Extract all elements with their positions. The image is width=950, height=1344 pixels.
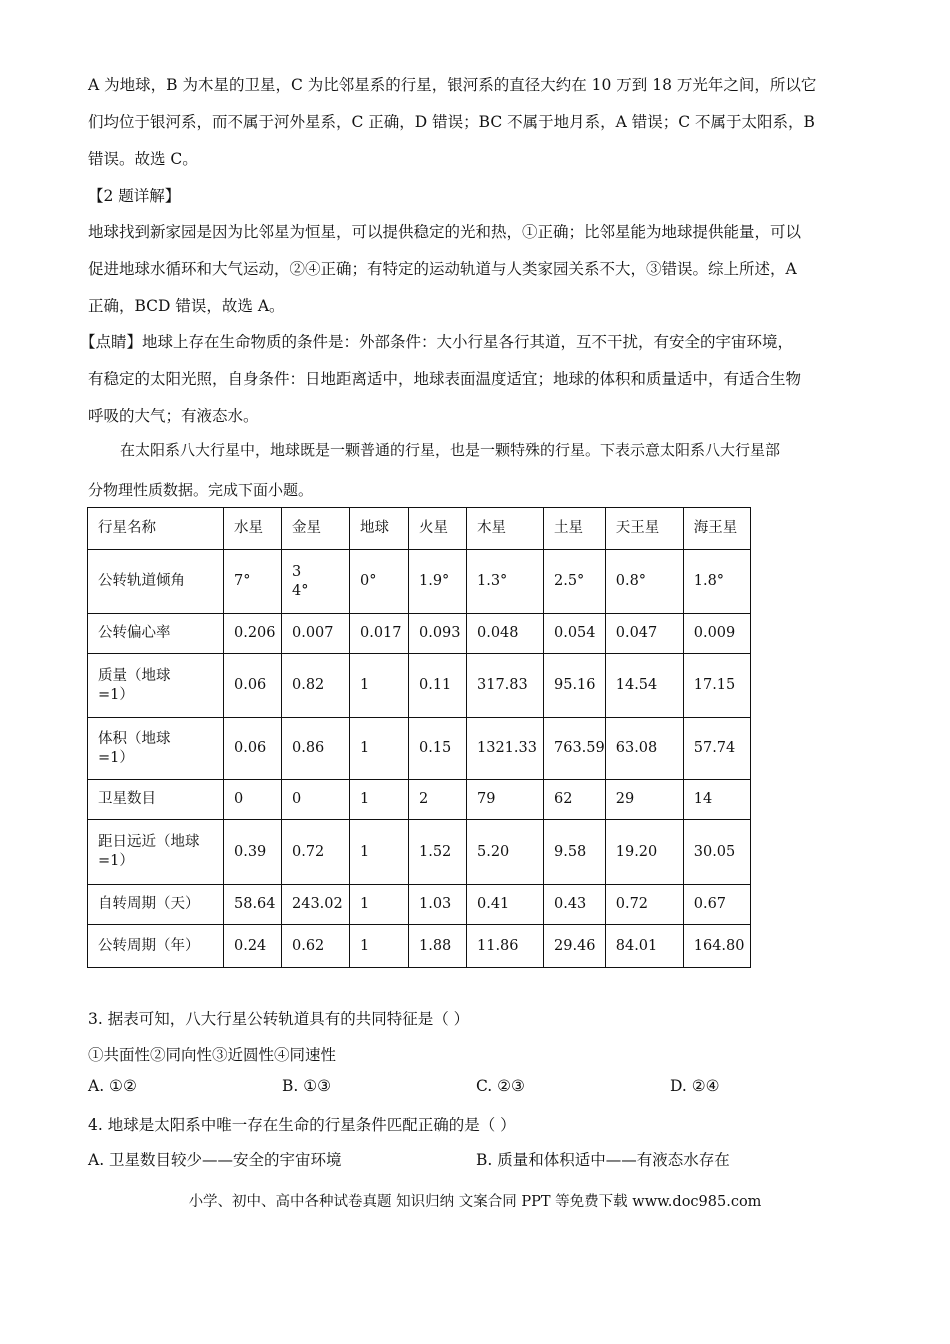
table-cell: 763.59 [544, 718, 606, 780]
text-line: 错误。故选 C。 [88, 150, 198, 168]
table-cell: 2 [409, 780, 467, 820]
row-label-text: 质量（地球 [98, 667, 171, 684]
row-label-text: =1） [98, 853, 134, 869]
table-cell: 3 4° [282, 550, 350, 614]
q3-option-d[interactable]: D. ②④ [670, 1077, 720, 1095]
header-cell: 海王星 [683, 508, 750, 550]
header-cell: 水星 [224, 508, 282, 550]
text-line: 呼吸的大气；有液态水。 [88, 407, 259, 425]
row-label-text: 公转轨道倾角 [98, 573, 185, 589]
table-cell: 0.11 [409, 654, 467, 718]
table-cell: 14.54 [605, 654, 683, 718]
table-cell: 1.52 [409, 820, 467, 885]
table-cell: 11.86 [467, 925, 544, 968]
table-cell: 164.80 [683, 925, 750, 968]
table-cell: 29.46 [544, 925, 606, 968]
table-cell: 0.06 [224, 654, 282, 718]
table-cell: 0.054 [544, 614, 606, 654]
page-footer: 小学、初中、高中各种试卷真题 知识归纳 文案合同 PPT 等免费下载 www.doc985.com [188, 1194, 762, 1210]
table-cell: 0.048 [467, 614, 544, 654]
table-cell: 1.8° [683, 550, 750, 614]
table-cell: 17.15 [683, 654, 750, 718]
table-cell: 63.08 [605, 718, 683, 780]
question-3-stem: 3. 据表可知，八大行星公转轨道具有的共同特征是（ ） [88, 1010, 470, 1028]
text-line: 促进地球水循环和大气运动，②④正确；有特定的运动轨道与人类家园关系不大，③错误。综上所述，A [88, 260, 797, 278]
table-cell: 1 [350, 780, 409, 820]
table-cell: 1 [350, 925, 409, 968]
q4-option-b[interactable]: B. 质量和体积适中——有液态水存在 [476, 1151, 730, 1169]
table-cell: 62 [544, 780, 606, 820]
table-row [88, 550, 751, 614]
table-cell: 243.02 [282, 885, 350, 925]
table-cell: 19.20 [605, 820, 683, 885]
table-cell: 5.20 [467, 820, 544, 885]
table-cell: 0.047 [605, 614, 683, 654]
header-cell: 金星 [282, 508, 350, 550]
header-cell: 土星 [544, 508, 606, 550]
table-cell: 1321.33 [467, 718, 544, 780]
table-cell: 9.58 [544, 820, 606, 885]
row-label-cell [88, 550, 224, 614]
table-cell: 0.06 [224, 718, 282, 780]
table-cell: 0 [224, 780, 282, 820]
row-label-cell [88, 820, 224, 885]
text-line: 有稳定的太阳光照，自身条件：日地距离适中，地球表面温度适宜；地球的体积和质量适中，有适合生物 [88, 370, 802, 388]
table-cell: 2.5° [544, 550, 606, 614]
table-cell: 0.206 [224, 614, 282, 654]
table-row [88, 925, 751, 968]
header-cell: 行星名称 [88, 508, 224, 550]
table-cell: 0.67 [683, 885, 750, 925]
row-label-cell [88, 654, 224, 718]
table-cell: 57.74 [683, 718, 750, 780]
table-cell: 0.43 [544, 885, 606, 925]
explanation-q2 [88, 214, 868, 325]
question-intro [88, 430, 878, 510]
table-cell: 1.9° [409, 550, 467, 614]
header-cell: 天王星 [605, 508, 683, 550]
row-label-text: 卫星数目 [98, 791, 156, 807]
table-cell: 0.007 [282, 614, 350, 654]
question-4-stem: 4. 地球是太阳系中唯一存在生命的行星条件匹配正确的是（ ） [88, 1116, 516, 1134]
table-cell: 1.3° [467, 550, 544, 614]
q3-option-b[interactable]: B. ①③ [282, 1077, 332, 1095]
row-label-text: =1） [98, 749, 134, 766]
table-row [88, 820, 751, 885]
tip-paragraph [80, 324, 860, 435]
table-cell: 0.39 [224, 820, 282, 885]
table-cell: 1 [350, 885, 409, 925]
table-row [88, 614, 751, 654]
section-heading-q2 [88, 178, 868, 215]
table-row [88, 654, 751, 718]
text-line: 正确，BCD 错误，故选 A。 [88, 297, 285, 315]
row-label-text: 体积（地球 [98, 730, 171, 747]
table-cell: 1 [350, 820, 409, 885]
row-label-text: 公转周期（年） [98, 937, 200, 954]
table-cell: 0.62 [282, 925, 350, 968]
planet-properties-table [87, 507, 751, 968]
table-cell: 0 [282, 780, 350, 820]
question-3-statements: ①共面性②同向性③近圆性④同速性 [88, 1046, 337, 1064]
text-line: 们均位于银河系，而不属于河外星系，C 正确，D 错误；BC 不属于地月系，A 错误；C 不属于太阳系，B [88, 113, 815, 131]
row-label-cell [88, 614, 224, 654]
table-cell: 0.72 [282, 820, 350, 885]
explanation-q1 [88, 67, 868, 178]
table-cell: 0.72 [605, 885, 683, 925]
row-label-text: 公转偏心率 [98, 625, 171, 641]
table-cell: 7° [224, 550, 282, 614]
table-cell: 0.82 [282, 654, 350, 718]
table-cell: 1 [350, 718, 409, 780]
table-cell: 1.03 [409, 885, 467, 925]
table-cell: 84.01 [605, 925, 683, 968]
table-cell: 317.83 [467, 654, 544, 718]
row-label-cell [88, 780, 224, 820]
table-cell: 0.017 [350, 614, 409, 654]
table-row [88, 885, 751, 925]
heading-text: 【2 题详解】 [88, 187, 181, 205]
row-label-cell [88, 718, 224, 780]
table-header-row [88, 508, 751, 550]
table-cell: 14 [683, 780, 750, 820]
table-cell: 0.86 [282, 718, 350, 780]
row-label-text: 自转周期（天） [98, 896, 200, 912]
row-label-text: 距日远近（地球 [98, 834, 200, 850]
table-cell: 79 [467, 780, 544, 820]
header-cell: 地球 [350, 508, 409, 550]
text-line: A 为地球，B 为木星的卫星，C 为比邻星系的行星，银河系的直径大约在 10 万到 18 万光年之间，所以它 [88, 76, 817, 94]
table-cell: 0.8° [605, 550, 683, 614]
header-cell: 火星 [409, 508, 467, 550]
row-label-cell [88, 885, 224, 925]
row-label-cell [88, 925, 224, 968]
table-cell: 30.05 [683, 820, 750, 885]
text-line: 分物理性质数据。完成下面小题。 [88, 481, 314, 499]
q4-option-a[interactable]: A. 卫星数目较少——安全的宇宙环境 [88, 1151, 342, 1169]
row-label-text: =1） [98, 686, 134, 703]
table-cell: 0.009 [683, 614, 750, 654]
text-line: 【点睛】地球上存在生命物质的条件是：外部条件：大小行星各行其道，互不干扰，有安全的宇宙环境， [80, 333, 794, 351]
table-cell: 0.41 [467, 885, 544, 925]
table-cell: 1.88 [409, 925, 467, 968]
q3-option-a[interactable]: A. ①② [88, 1077, 137, 1095]
q3-option-c[interactable]: C. ②③ [476, 1077, 525, 1095]
text-line: 地球找到新家园是因为比邻星为恒星，可以提供稳定的光和热，①正确；比邻星能为地球提供能量，可以 [88, 223, 802, 241]
table-cell: 95.16 [544, 654, 606, 718]
table-row [88, 780, 751, 820]
table-cell: 1 [350, 654, 409, 718]
table-cell: 0.24 [224, 925, 282, 968]
text-line: 在太阳系八大行星中，地球既是一颗普通的行星，也是一颗特殊的行星。下表示意太阳系八大行星部 [120, 441, 781, 459]
table-body [88, 550, 751, 968]
table-cell: 29 [605, 780, 683, 820]
table-cell: 0° [350, 550, 409, 614]
header-cell: 木星 [467, 508, 544, 550]
table-row [88, 718, 751, 780]
table-cell: 0.15 [409, 718, 467, 780]
table-cell: 58.64 [224, 885, 282, 925]
table-cell: 0.093 [409, 614, 467, 654]
